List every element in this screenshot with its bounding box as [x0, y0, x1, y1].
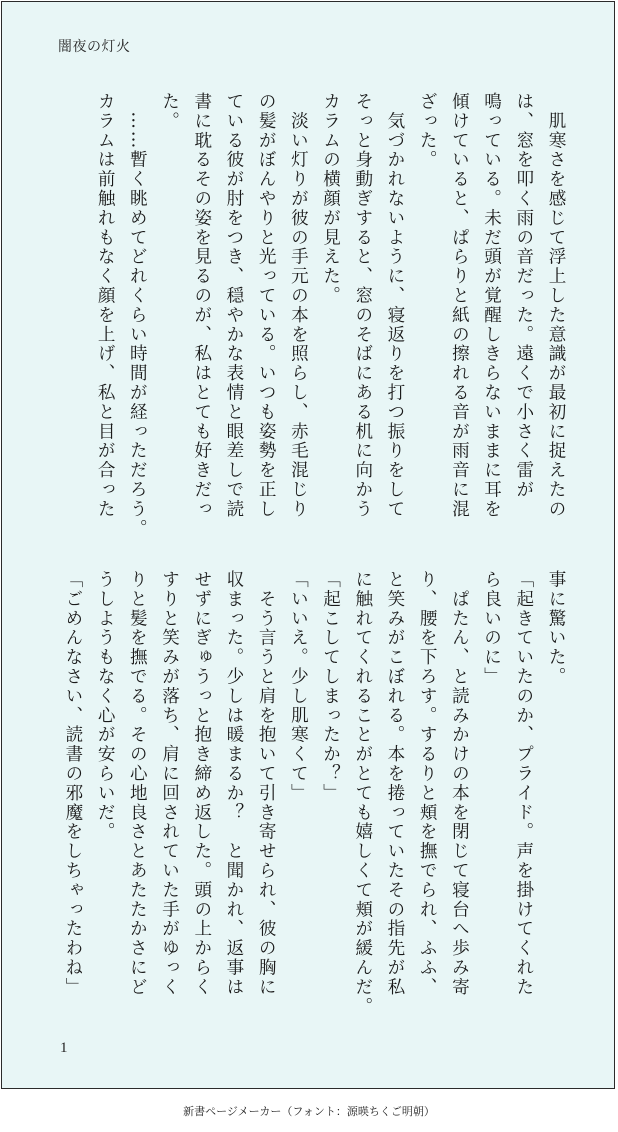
text-line: 「いいえ。少し肌寒くて」 — [288, 570, 309, 803]
text-line: カラムは前触れもなく顔を上げ、私と目が合った — [95, 92, 116, 519]
text-line: 淡い灯りが彼の手元の本を照らし、赤毛混じり — [288, 92, 309, 519]
text-block-bottom — [52, 570, 572, 1030]
text-line: カラムの横顔が見えた。 — [320, 92, 341, 306]
text-line: 傾けていると、ぱらりと紙の擦れる音が雨音に混 — [449, 92, 470, 519]
text-line: そっと身動ぎすると、窓のそばにある机に向かう — [352, 92, 373, 519]
text-line: り、腰を下ろす。するりと頬を撫でられ、ふふ、 — [417, 570, 438, 997]
text-line: ら良いのに」 — [481, 570, 502, 687]
text-line: ……暫く眺めてどれくらい時間が経っただろう。 — [127, 92, 148, 539]
text-line: ざった。 — [417, 92, 438, 170]
text-line: は、窓を叩く雨の音だった。遠くで小さく雷が — [513, 92, 534, 500]
text-line: に触れてくれることがとても嬉しくて頬が緩んだ。 — [352, 570, 373, 1017]
text-line: りと髪を撫でる。その心地良さとあたたかさにど — [127, 570, 148, 997]
text-line: 事に驚いた。 — [546, 570, 566, 687]
text-line: 「ごめんなさい、読書の邪魔をしちゃったわね」 — [62, 570, 83, 997]
text-line: た。 — [159, 92, 180, 131]
text-line: うしようもなく心が安らいだ。 — [95, 570, 116, 842]
text-line: 気づかれないように、寝返りを打つ振りをして — [384, 92, 405, 519]
text-line: 「起きていたのか、プライド。声を掛けてくれた — [513, 570, 534, 997]
text-line: すりと笑みが落ち、肩に回されていた手がゆっく — [159, 570, 180, 997]
text-block-top — [52, 92, 572, 552]
text-line: 書に耽るその姿を見るのが、私はとても好きだっ — [191, 92, 212, 519]
text-line: ている彼が肘をつき、穏やかな表情と眼差しで読 — [223, 92, 244, 519]
text-line: 鳴っている。未だ頭が覚醒しきらないままに耳を — [481, 92, 502, 519]
book-page — [1, 1, 615, 1089]
text-line: 肌寒さを感じて浮上した意識が最初に捉えたの — [546, 92, 566, 519]
text-line: 収まった。少しは暖まるか？ と聞かれ、返事は — [223, 570, 244, 997]
page-title: 闇夜の灯火 — [58, 39, 131, 55]
text-line: ぱたん、と読みかけの本を閉じて寝台へ歩み寄 — [449, 570, 470, 997]
page-number: 1 — [60, 1040, 68, 1056]
text-line: と笑みがこぼれる。本を捲っていたその指先が私 — [384, 570, 405, 997]
text-line: の髪がぼんやりと光っている。いつも姿勢を正し — [256, 92, 277, 519]
text-line: そう言うと肩を抱いて引き寄せられ、彼の胸に — [256, 570, 277, 997]
text-line: せずにぎゅうっと抱き締め返した。頭の上からく — [191, 570, 212, 997]
footer-credit: 新書ページメーカー（フォント：源暎ちくご明朝） — [183, 1105, 435, 1118]
text-line: 「起こしてしまったか？」 — [320, 570, 341, 803]
